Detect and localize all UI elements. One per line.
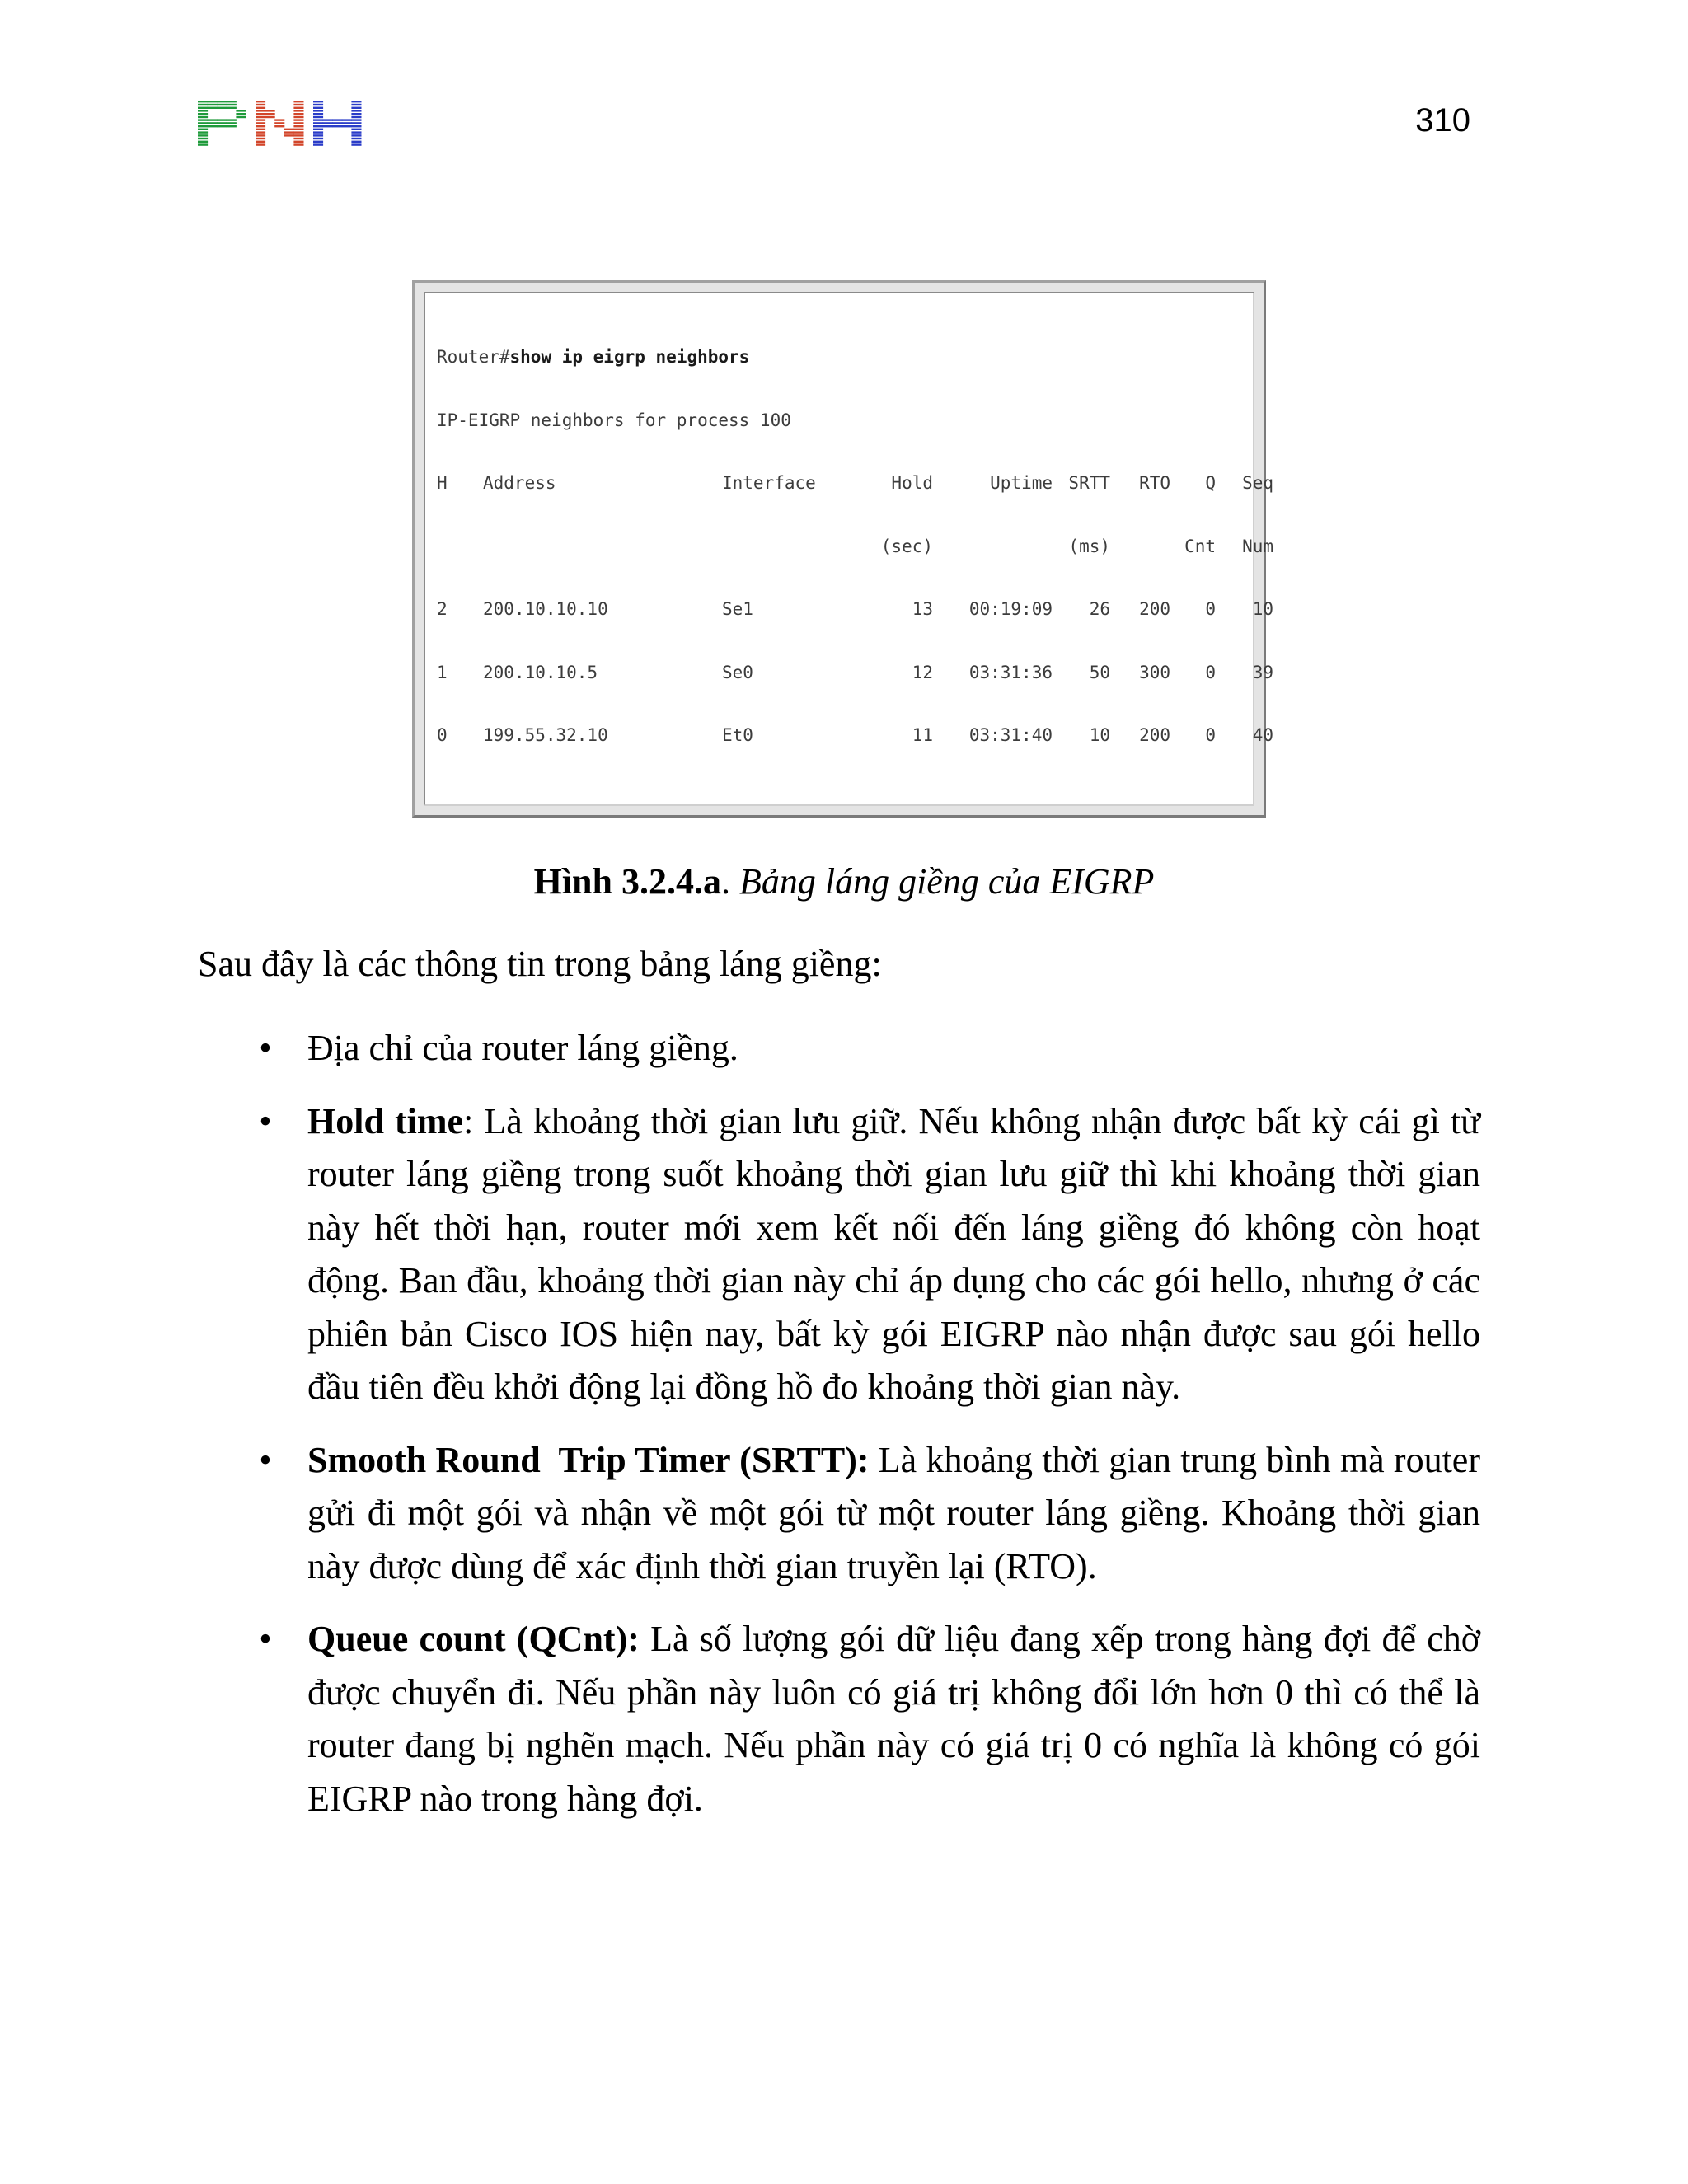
eigrp-neighbors-figure [412,280,1273,818]
cell-seq: 10 [1252,599,1273,619]
col-srtt: SRTT [1068,473,1110,493]
list-item [198,1434,1480,1594]
col-address: Address [483,473,556,493]
col-interface: Interface [722,473,816,493]
col-q-unit: Cnt [1184,536,1216,556]
col-srtt-unit: (ms) [1068,536,1110,556]
cell-h: 2 [437,599,448,619]
cell-hold: 12 [912,662,933,682]
table-row [437,662,1273,684]
pnh-logo [198,101,363,147]
cell-seq: 40 [1252,725,1273,745]
cell-q: 0 [1205,599,1216,619]
bullet-text: Là số lượng gói dữ liệu đang xếp trong hàng đợi để chờ được chuyển đi. Nếu phần này luôn có giá trị không đổi lớn hơn 0 thì có thể là router đang bị nghẽn mạch. Nếu phần này có giá trị 0 có nghĩa là không có gói EIGRP nào trong hàng đợi. [307,1619,1481,1819]
cell-interface: Et0 [722,725,753,745]
col-seq: Seq [1242,473,1273,493]
table-header-2 [437,536,1273,558]
bullet-dot-icon: • [259,1028,272,1068]
bullet-dot-icon: • [259,1100,272,1141]
bullet-dot-icon: • [259,1439,272,1480]
cell-rto: 300 [1139,662,1170,682]
col-hold-unit: (sec) [880,536,933,556]
bullet-term: Queue count (QCnt): [307,1619,640,1659]
caption-number: Hình 3.2.4.a [533,861,721,902]
cell-address: 199.55.32.10 [483,725,608,745]
info-bullet-list [198,1022,1480,1845]
cell-hold: 11 [912,725,933,745]
table-row [437,599,1273,621]
col-uptime: Uptime [990,473,1053,493]
command-line [437,347,1245,368]
bullet-dot-icon: • [259,1619,272,1659]
cell-uptime: 03:31:40 [968,725,1053,745]
bullet-text: : Là khoảng thời gian lưu giữ. Nếu không nhận được bất kỳ cái gì từ router láng giềng trong suốt khoảng thời gian lưu giữ thì khi khoảng thời gian này hết thời hạn, router mới xem kết nối đến láng giềng đó không còn hoạt động. Ban đầu, khoảng thời gian này chỉ áp dụng cho các gói hello, nhưng ở các phiên bản Cisco IOS hiện nay, bất kỳ gói EIGRP nào nhận được sau gói hello đầu tiên đều khởi động lại đồng hồ đo khoảng thời gian này. [307,1100,1480,1407]
col-h: H [437,473,448,493]
cell-h: 1 [437,662,448,682]
list-item [198,1095,1480,1414]
figure-caption [0,857,1688,907]
cell-srtt: 50 [1089,662,1110,682]
bullet-text: Là khoảng thời gian trung bình mà router gửi đi một gói và nhận về một gói từ một router láng giềng. Khoảng thời gian này được dùng để xác định thời gian truyền lại (RTO). [307,1439,1480,1586]
col-rto: RTO [1139,473,1170,493]
col-hold: Hold [891,473,933,493]
cell-h: 0 [437,725,448,745]
table-header-1 [437,473,1273,494]
cell-rto: 200 [1139,725,1170,745]
table-row [437,725,1273,747]
cell-q: 0 [1205,662,1216,682]
list-item [198,1022,1480,1076]
cell-uptime: 03:31:36 [968,662,1053,682]
cell-address: 200.10.10.10 [483,599,608,619]
cell-hold: 13 [912,599,933,619]
command-text: show ip eigrp neighbors [509,347,750,367]
cell-srtt: 10 [1089,725,1110,745]
caption-separator: . [720,861,739,902]
col-q: Q [1205,473,1216,493]
cell-uptime: 00:19:09 [968,599,1053,619]
cell-address: 200.10.10.5 [483,662,598,682]
cell-interface: Se1 [722,599,753,619]
col-seq-unit: Num [1242,536,1273,556]
bullet-term: Smooth Round Trip Timer (SRTT): [307,1439,870,1480]
bullet-term: Hold time [307,1100,464,1141]
intro-paragraph: Sau đây là các thông tin trong bảng láng giềng: [198,944,882,984]
list-item [198,1613,1480,1825]
cell-srtt: 26 [1089,599,1110,619]
bullet-text: Địa chỉ của router láng giềng. [307,1028,738,1068]
cell-q: 0 [1205,725,1216,745]
terminal-output [424,292,1273,806]
caption-text: Bảng láng giềng của EIGRP [738,861,1155,902]
cell-interface: Se0 [722,662,753,682]
page-number: 310 [1415,102,1470,138]
cell-seq: 39 [1252,662,1273,682]
process-subtitle: IP-EIGRP neighbors for process 100 [437,410,791,430]
command-prompt: Router# [437,347,510,367]
cell-rto: 200 [1139,599,1170,619]
